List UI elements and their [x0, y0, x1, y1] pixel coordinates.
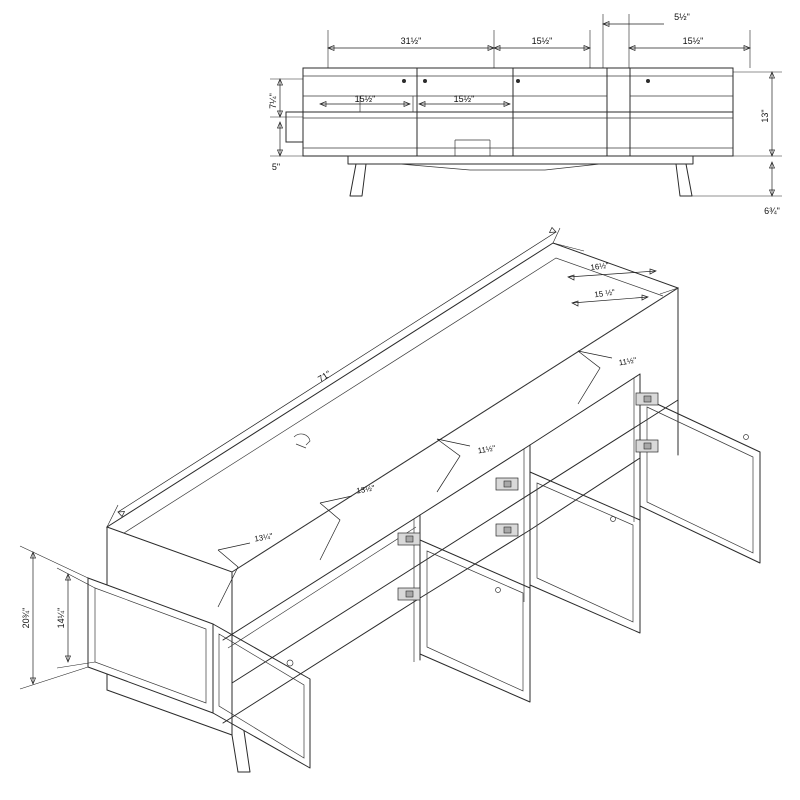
shelf-middle	[420, 445, 530, 598]
dim-height-inner: 14¼"	[56, 607, 66, 629]
hinge-plate-icon	[504, 527, 511, 533]
dim-top-right-span: 15½"	[682, 36, 704, 46]
base-curve	[400, 164, 600, 170]
dim-top-small-span: 5½"	[674, 12, 690, 22]
left-middle-door	[420, 540, 530, 702]
dim-left-upper-height: 7¼"	[268, 93, 278, 109]
dim-top-depth-inner: 15 ½"	[593, 287, 616, 300]
hinge-group-left	[398, 533, 420, 600]
hinge-plate-icon	[406, 536, 413, 542]
hinge-plate-icon	[406, 591, 413, 597]
right-door-upper-inner	[647, 407, 753, 553]
left-side-panel	[286, 112, 303, 142]
shelf-right	[530, 374, 640, 530]
iso-leg-front	[232, 731, 250, 772]
middle-door	[530, 472, 640, 633]
isometric-view	[20, 228, 760, 773]
cam-dot-4	[646, 79, 650, 83]
dim-height-outer: 20¾"	[21, 607, 31, 629]
middle-door-inner	[537, 483, 633, 622]
left-compartment-face	[88, 578, 213, 713]
door-hole-middle	[611, 517, 616, 522]
hinge-group-middle	[496, 478, 518, 536]
left-middle-door-inner	[427, 551, 523, 691]
dim-top-middle-span: 15½"	[531, 36, 553, 46]
door-hole-left	[287, 660, 293, 666]
dim-top-left-span: 31½"	[400, 36, 422, 46]
dim-top-depth-outer: 16½"	[589, 260, 610, 273]
cam-dot-2	[423, 79, 427, 83]
hinge-plate-icon	[644, 396, 651, 402]
leg-left	[350, 164, 366, 196]
right-door-upper	[640, 396, 760, 563]
leg-right	[676, 164, 692, 196]
left-open-door	[213, 624, 310, 768]
dim-inner-right-span: 15½"	[453, 94, 475, 104]
dim-shelf-right-upper: 11½"	[618, 355, 638, 368]
dim-left-lower-height: 5"	[271, 162, 281, 172]
cam-dot-1	[402, 79, 406, 83]
base-plinth	[348, 156, 693, 164]
door-hole-left-middle	[496, 588, 501, 593]
leader-shelf-right-upper	[578, 351, 612, 404]
dim-inner-left-span: 15½"	[354, 94, 376, 104]
hinge-plate-icon	[644, 443, 651, 449]
cam-dot-3	[516, 79, 520, 83]
dim-overall-length: 71"	[316, 368, 333, 385]
leader-shelf-middle-upper	[437, 439, 470, 492]
dim-right-total-height: 13"	[760, 109, 770, 123]
hinge-plate-icon	[504, 481, 511, 487]
dim-leg-height: 6¾"	[764, 206, 780, 216]
dim-shelf-left-lower: 13¼"	[253, 531, 274, 544]
dim-shelf-middle-upper: 11½"	[477, 443, 497, 456]
front-elevation-view	[268, 12, 782, 216]
door-hole-right	[744, 435, 749, 440]
cabinet-top-surface	[107, 243, 678, 572]
dim-shelf-middle-lower: 13½"	[355, 483, 376, 496]
ext-height-outer-top	[20, 546, 88, 578]
